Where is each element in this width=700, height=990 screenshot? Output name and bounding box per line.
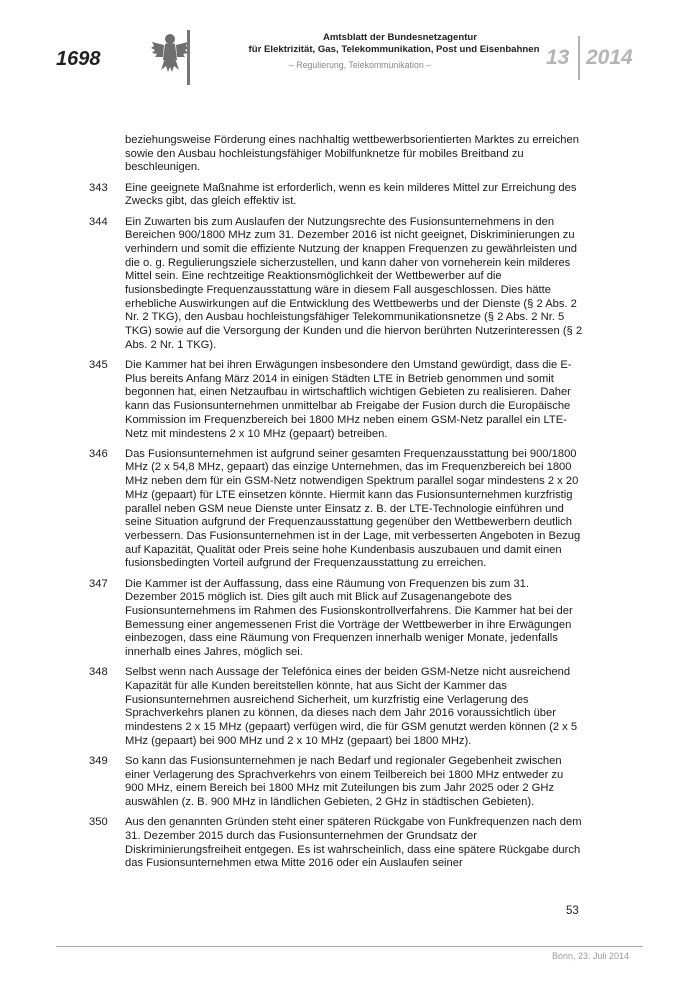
paragraph-number: 349 (89, 755, 108, 768)
paragraph-text: Das Fusionsunternehmen ist aufgrund seiner gesamten Frequenzausstattung bei 900/1800 MHz (2 x 54,8 MHz, gepaart) das einzige Unternehmen, das im Frequenzbereich bei 1800 MHz neben dem für ein GSM-Netz notwendigen Spektrum parallel sogar mindestens 2 x 20 MHz (gepaart) für LTE einsetzen könnte. Hiermit kann das Fusionsunternehmen kurzfristig parallel neben GSM neue Dienste unter Einsatz z. B. der LTE-Technologie einführen und seine Situation aufgrund der Frequenzausstattung gegenüber den Wettbewerbern deutlich verbessern. Das Fusionsunternehmen ist in der Lage, mit verbesserten Angeboten in Bezug auf Kapazität, Qualität oder Preis seine hohe Kundenbasis auszubauen und damit einen fusionsbedingten Vorteil aufgrund der Frequenzausstattung zu erreichen. (125, 447, 581, 570)
paragraph (89, 816, 583, 871)
paragraph (89, 448, 583, 571)
footer-divider (56, 946, 643, 947)
paragraph-text: Ein Zuwarten bis zum Auslaufen der Nutzungsrechte des Fusionsunternehmens in den Bereichen 900/1800 MHz zum 31. Dezember 2016 ist nicht geeignet, Diskriminierungen zu verhindern und somit die effiziente Nutzung der knappen Frequenzen zu gewährleisten und die o. g. Regulierungsziele sicherzustellen, und kann daher von vorneherein kein milderes Mittel sein. Eine rechtzeitige Reaktionsmöglichkeit der Wettbewerber auf die fusionsbedingte Frequenzausstattung wäre in diesem Fall ausgeschlossen. Dies hätte erhebliche Auswirkungen auf die Entwicklung des Wettbewerbs und der Dienste (§ 2 Abs. 2 Nr. 2 TKG), den Ausbau hochleistungsfähiger Telekommunikationsnetze (§ 2 Abs. 2 Nr. 5 TKG) sowie auf die Versorgung der Kunden und die hiervon berührten Nutzerinteressen (§ 2 Abs. 2 Nr. 1 TKG). (125, 215, 583, 351)
paragraph (89, 359, 583, 441)
issue-year: 2014 (586, 46, 633, 69)
paragraph (89, 666, 583, 748)
section-label: – Regulierung, Telekommunikation – (288, 60, 432, 70)
issue-divider (578, 36, 580, 80)
paragraph-number: 343 (89, 181, 108, 194)
federal-eagle-icon (150, 30, 190, 80)
footer-place-date: Bonn, 23. Juli 2014 (552, 951, 630, 961)
paragraph-text: beziehungsweise Förderung eines nachhaltig wettbewerbsorientierten Marktes zu erreichen sowie den Ausbau hochleistungsfähiger Mobilfunknetze für mobiles Breitband zu beschleunigen. (125, 134, 579, 174)
publication-title: Amtsblatt der Bundesnetzagentur (322, 32, 478, 43)
paragraph-text: Aus den genannten Gründen steht einer späteren Rückgabe von Funkfrequenzen nach dem 31. Dezember 2015 durch das Fusionsunternehmen der Grundsatz der Diskriminierungsfreiheit entgegen. Es ist wahrscheinlich, dass eine spätere Rückgabe durch das Fusionsunternehmen etwa Mitte 2016 oder ein Auslaufen seiner (125, 816, 582, 870)
publication-subtitle: für Elektrizität, Gas, Telekommunikation, Post und Eisenbahnen (248, 44, 540, 55)
header-divider (187, 30, 190, 85)
page-number: 1698 (56, 48, 101, 70)
paragraph-number: 350 (89, 816, 108, 829)
paragraph-text: Selbst wenn nach Aussage der Telefónica eines der beiden GSM-Netze nicht ausreichend Kapazität für alle Kunden bereitstellen könnte, hat aus Sicht der Kammer das Fusionsunternehmen ausreichend Sicherheit, um kurzfristig eine Verlagerung des Sprachverkehrs planen zu können, da dieses nach dem Jahr 2016 voraussichtlich über mindestens 2 x 15 MHz (gepaart) verfügen wird, die für GSM genutzt werden können (2 x 5 MHz (gepaart) bei 900 MHz und 2 x 10 MHz (gepaart) bei 1800 MHz). (125, 666, 578, 747)
paragraph-number: 346 (89, 447, 108, 460)
paragraph (89, 578, 583, 660)
paragraph-text: Eine geeignete Maßnahme ist erforderlich, wenn es kein milderes Mittel zur Erreichung des Zwecks gibt, das gleich effektiv ist. (125, 181, 577, 208)
paragraph-text: Die Kammer ist der Auffassung, dass eine Räumung von Frequenzen bis zum 31. Dezember 2015 möglich ist. Dies gilt auch mit Blick auf Zusagenangebote des Fusionsunternehmens im Rahmen des Fusionskontrollverfahrens. Die Kammer hat bei der Bemessung einer angemessenen Frist die Vorträge der Wettbewerber in ihre Erwägungen einbezogen, dass eine Räumung von Frequenzen innerhalb weniger Monate, jedenfalls innerhalb eines Jahres, möglich sei. (125, 577, 573, 659)
paragraph (89, 216, 583, 353)
paragraph-number: 345 (89, 359, 108, 372)
issue-number: 13 (546, 46, 570, 69)
document-body (89, 134, 583, 878)
paragraph-number: 347 (89, 577, 108, 590)
paragraph (89, 755, 583, 810)
paragraph (89, 134, 583, 175)
paragraph-text: So kann das Fusionsunternehmen je nach Bedarf und regionaler Gegebenheit zwischen einer Verlagerung des Sprachverkehrs von einem Teilbereich bei 1800 MHz entweder zu 900 MHz, einem Bereich bei 1800 MHz mit Zuteilungen bis zum Jahr 2025 oder 2 GHz auswählen (z. B. 900 MHz in ländlichen Gebieten, 2 GHz in städtischen Gebieten). (125, 755, 564, 809)
paragraph-number: 348 (89, 666, 108, 679)
paragraph (89, 182, 583, 209)
paragraph-text: Die Kammer hat bei ihren Erwägungen insbesondere den Umstand gewürdigt, dass die E-Plus bereits Anfang März 2014 in einigen Städten LTE in Betrieb genommen und somit begonnen hat, einen Netzaufbau in wirtschaftlich wichtigen Gebieten zu realisieren. Daher kann das Fusionsunternehmen unmittelbar ab Freigabe der Fusion durch die Europäische Kommission im Frequenzbereich bei 1800 MHz neben einem GSM-Netz parallel ein LTE-Netz mit mindestens 2 x 10 MHz (gepaart) betreiben. (125, 359, 572, 440)
paragraph-number: 344 (89, 215, 108, 228)
footer-page-number: 53 (566, 905, 579, 917)
